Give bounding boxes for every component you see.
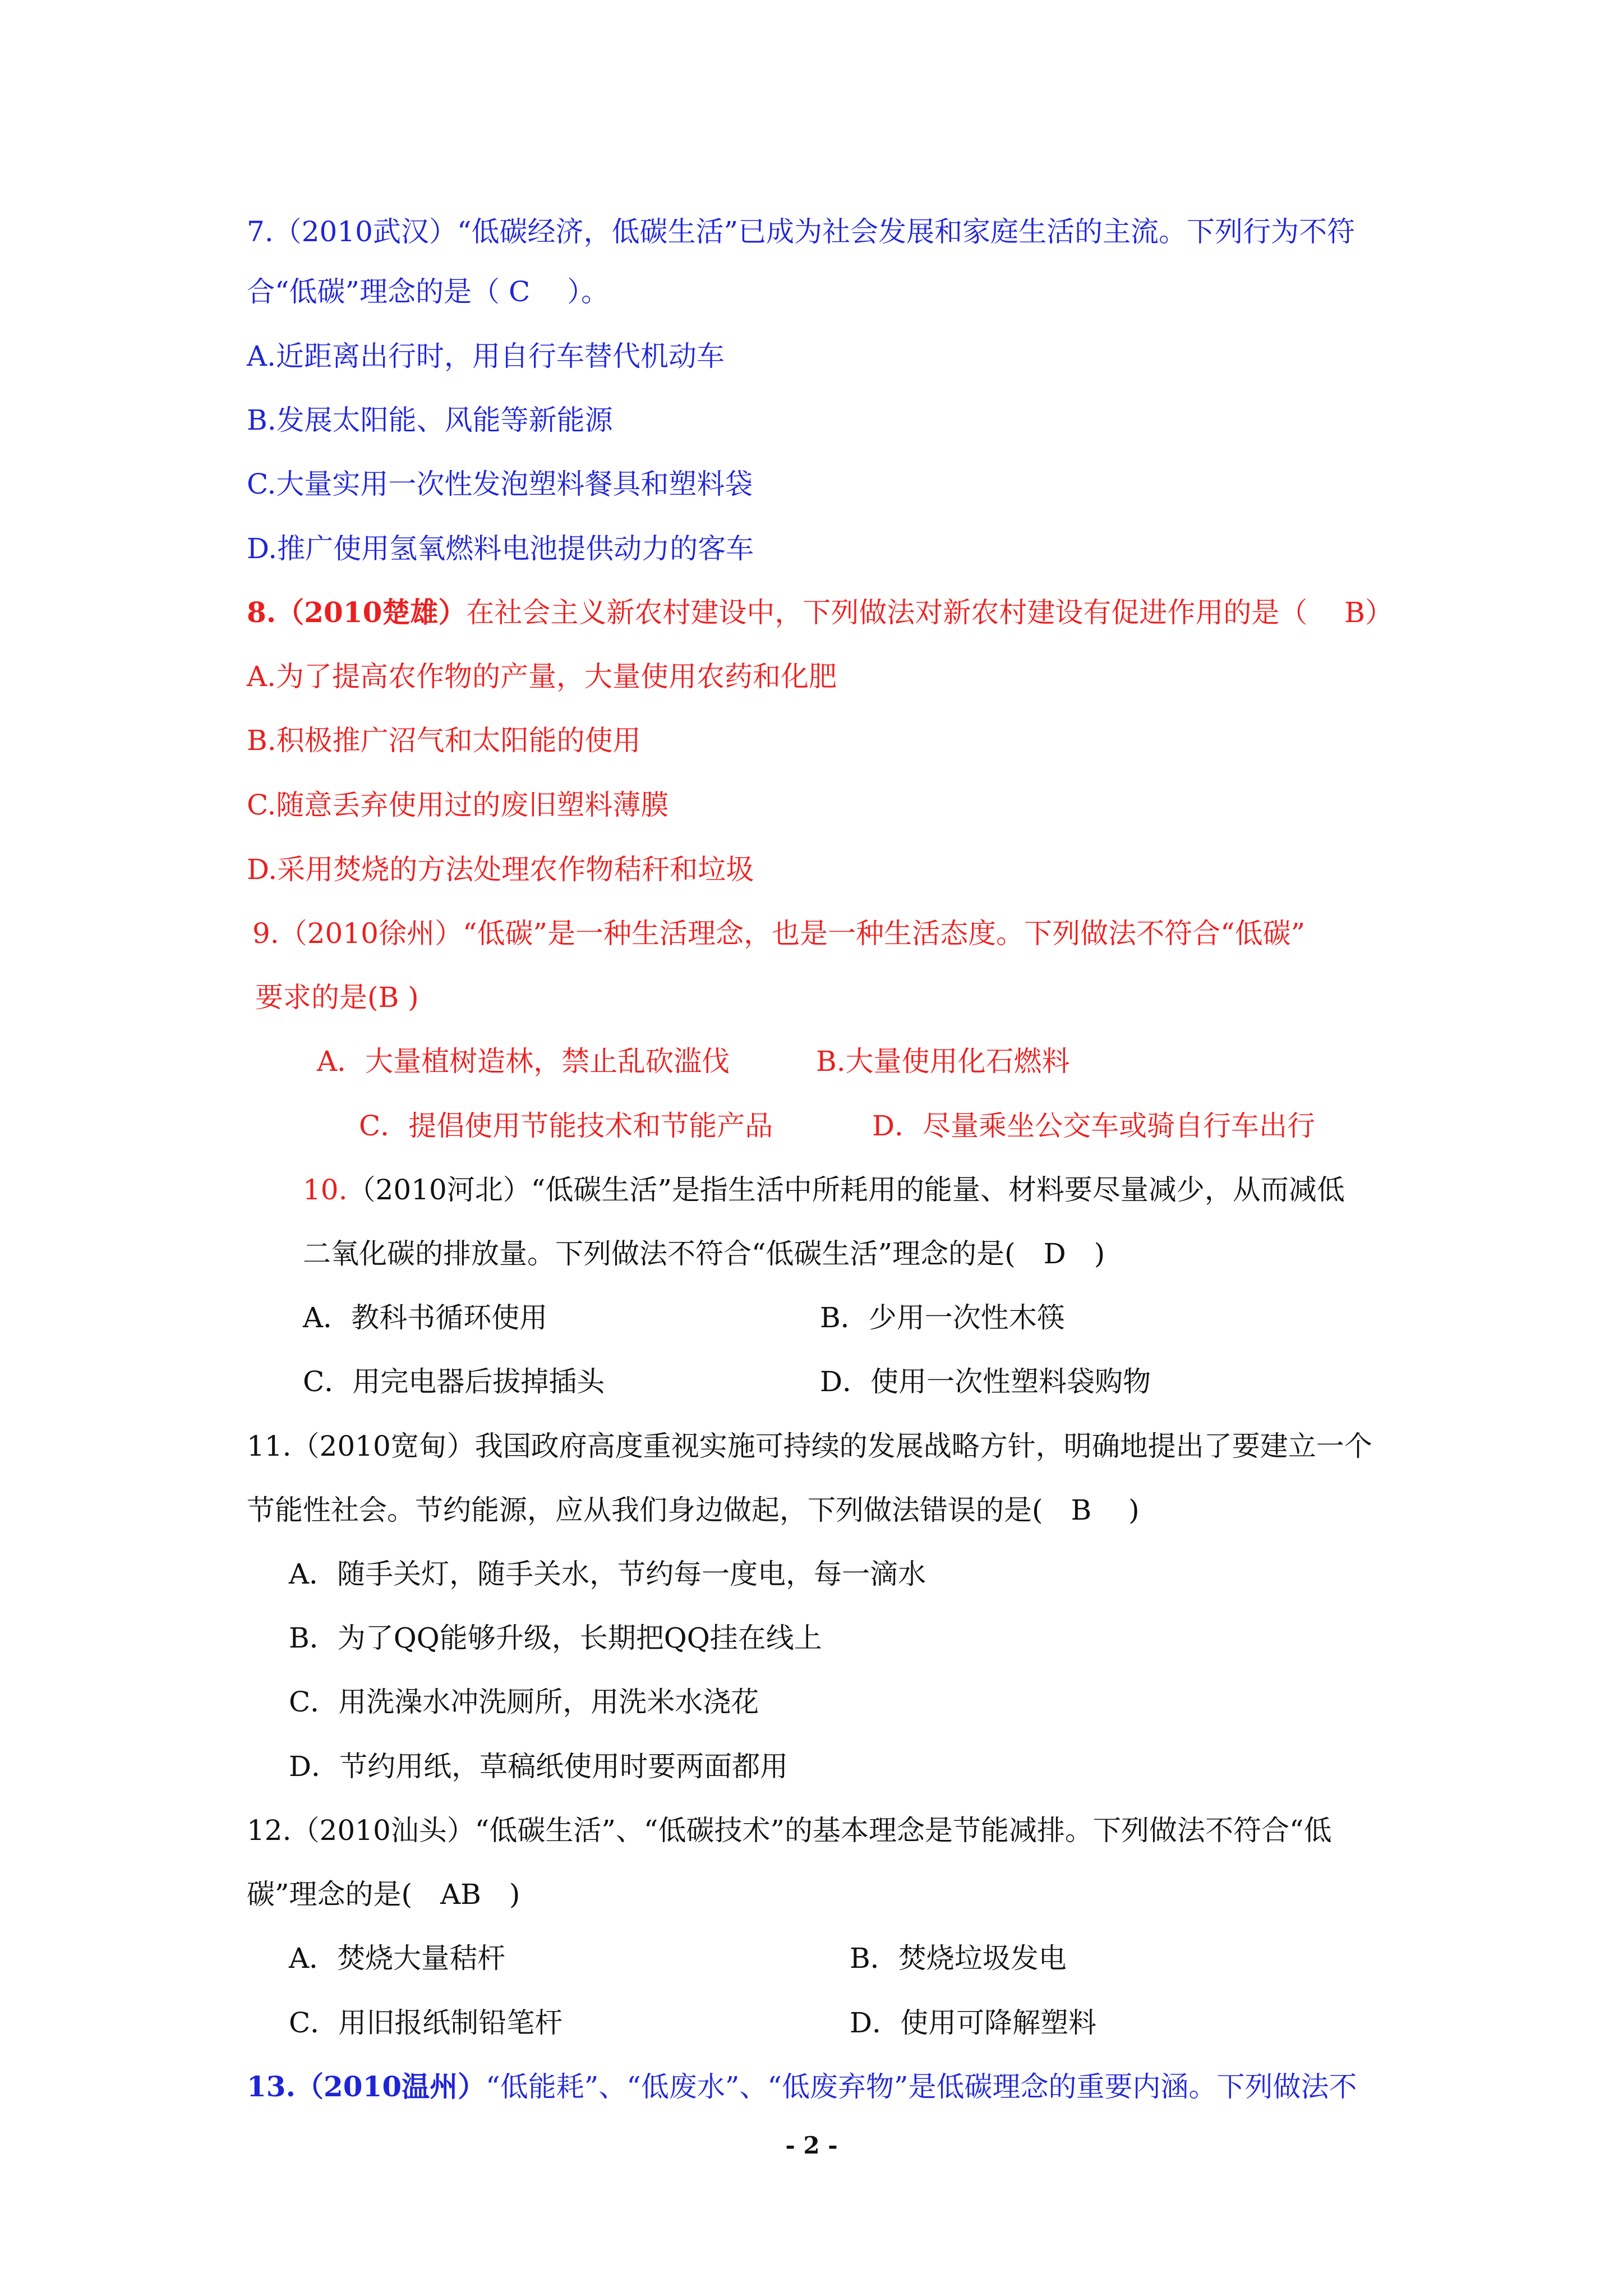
q11-option-a: A．随手关灯，随手关水，节约每一度电，每一滴水 [289, 1558, 926, 1590]
q9-option-c: C．提倡使用节能技术和节能产品 [359, 1110, 773, 1142]
q8-option-b: B.积极推广沼气和太阳能的使用 [247, 724, 641, 757]
q7-option-d: D.推广使用氢氧燃料电池提供动力的客车 [247, 532, 754, 565]
q9-option-a: A．大量植树造林，禁止乱砍滥伐 [317, 1045, 730, 1078]
q11-stem-line1: 11.（2010宽甸）我国政府高度重视实施可持续的发展战略方针，明确地提出了要建立一个 [247, 1430, 1372, 1462]
q8-option-a: A.为了提高农作物的产量，大量使用农药和化肥 [247, 660, 837, 693]
q7-stem-line2: 合“低碳”理念的是（ C ）。 [247, 275, 610, 308]
q12-option-c: C．用旧报纸制铅笔杆 [289, 2007, 563, 2039]
q7-stem-line1: 7.（2010武汉）“低碳经济，低碳生活”已成为社会发展和家庭生活的主流。下列行为不符 [247, 215, 1355, 248]
q12-stem-line1: 12.（2010汕头）“低碳生活”、“低碳技术”的基本理念是节能减排。下列做法不符合“低 [247, 1814, 1332, 1847]
q13-source: 13.（2010温州） [247, 2070, 486, 2103]
q9-option-d: D．尽量乘坐公交车或骑自行车出行 [872, 1110, 1316, 1142]
q10-number: 10. [303, 1174, 348, 1206]
q10-option-c: C．用完电器后拔掉插头 [303, 1365, 605, 1398]
q8-source: 8.（2010楚雄） [247, 596, 467, 629]
q10-option-d: D．使用一次性塑料袋购物 [820, 1365, 1151, 1398]
q7-option-a: A.近距离出行时，用自行车替代机动车 [247, 340, 725, 372]
page-number: - 2 - [785, 2132, 838, 2159]
q10-option-a: A．教科书循环使用 [303, 1301, 548, 1334]
q12-option-b: B．焚烧垃圾发电 [850, 1942, 1067, 1975]
q12-stem-line2: 碳”理念的是( AB ) [247, 1878, 520, 1911]
q9-stem-line2: 要求的是(B ) [255, 981, 419, 1014]
q11-option-c: C．用洗澡水冲洗厕所，用洗米水浇花 [289, 1686, 759, 1718]
q7-option-c: C.大量实用一次性发泡塑料餐具和塑料袋 [247, 468, 753, 500]
q10-stem-line1 [303, 1173, 1345, 1207]
q10-option-b: B．少用一次性木筷 [820, 1301, 1065, 1334]
q10-stem-line2: 二氧化碳的排放量。下列做法不符合“低碳生活”理念的是( D ) [303, 1237, 1105, 1270]
q11-stem-line2: 节能性社会。节约能源，应从我们身边做起，下列做法错误的是( B ) [247, 1494, 1140, 1526]
q8-option-d: D.采用焚烧的方法处理农作物秸秆和垃圾 [247, 853, 754, 886]
q13-stem-text: “低能耗”、“低废水”、“低废弃物”是低碳理念的重要内涵。下列做法不 [486, 2070, 1357, 2103]
q12-option-a: A．焚烧大量秸杆 [289, 1942, 506, 1975]
q9-option-b: B.大量使用化石燃料 [816, 1045, 1070, 1078]
q8-stem-text: 在社会主义新农村建设中，下列做法对新农村建设有促进作用的是（ B） [466, 596, 1393, 629]
q10-stem-text: （2010河北）“低碳生活”是指生活中所耗用的能量、材料要尽量减少，从而减低 [347, 1174, 1345, 1206]
q11-option-d: D．节约用纸，草稿纸使用时要两面都用 [289, 1750, 789, 1783]
q13-stem-line1 [247, 2070, 1357, 2104]
q8-option-c: C.随意丢弃使用过的废旧塑料薄膜 [247, 789, 669, 821]
q12-option-d: D．使用可降解塑料 [850, 2007, 1097, 2039]
q9-stem-line1: 9.（2010徐州）“低碳”是一种生活理念，也是一种生活态度。下列做法不符合“低碳” [252, 917, 1306, 950]
q7-option-b: B.发展太阳能、风能等新能源 [247, 404, 613, 436]
q11-option-b: B．为了QQ能够升级，长期把QQ挂在线上 [289, 1622, 822, 1654]
q8-stem-line1 [247, 596, 1393, 629]
